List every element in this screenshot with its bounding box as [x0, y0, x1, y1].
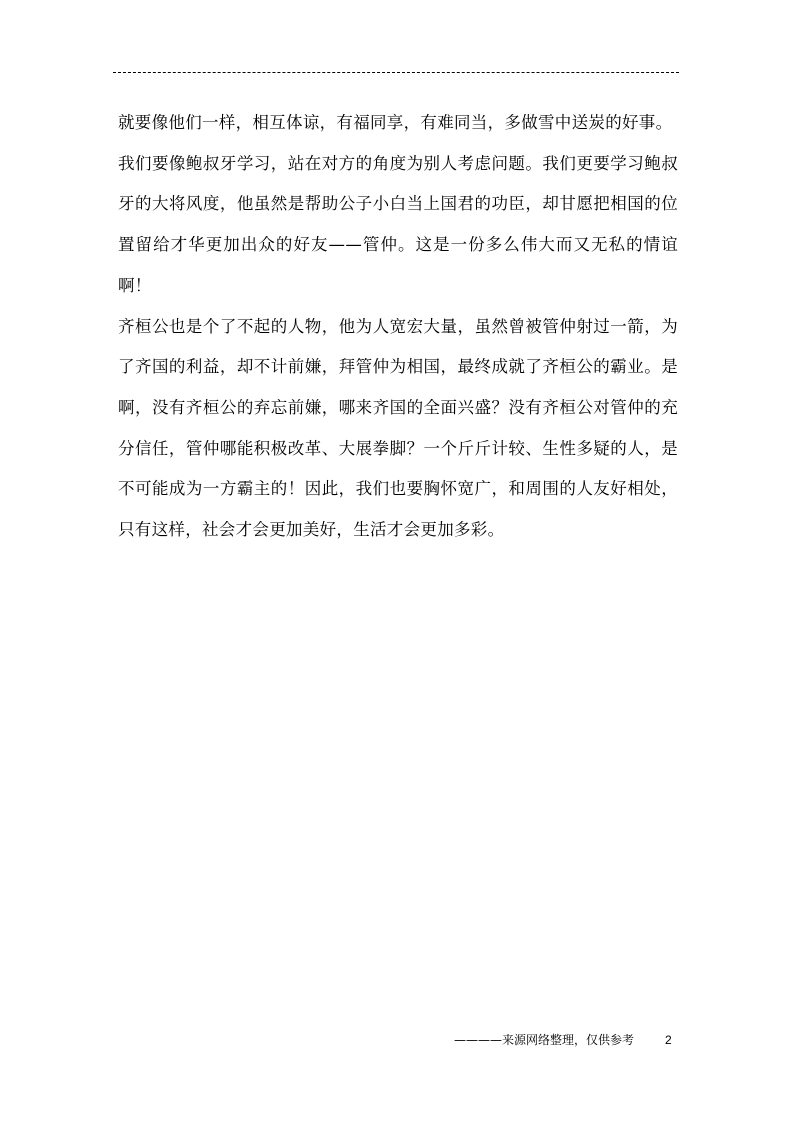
page-number: 2	[665, 1033, 672, 1047]
page-footer	[440, 1031, 680, 1049]
paragraph: 就要像他们一样，相互体谅，有福同享，有难同当，多做雪中送炭的好事。	[118, 113, 673, 132]
paragraph: 齐桓公也是个了不起的人物，他为人宽宏大量，虽然曾被管仲射过一箭，为了齐国的利益，却不计前嫌，拜管仲为相国，最终成就了齐桓公的霸业。是啊，没有齐桓公的弃忘前嫌，哪来齐国的全面兴盛？没有齐桓公对管仲的充分信任，管仲哪能积极改革、大展拳脚？一个斤斤计较、生性多疑的人，是不可能成为一方霸主的！因此，我们也要胸怀宽广，和周围的人友好相处，只有这样，社会才会更加美好，生活才会更加多彩。	[118, 316, 678, 540]
paragraph: 我们要像鲍叔牙学习，站在对方的角度为别人考虑问题。我们更要学习鲍叔牙的大将风度，他虽然是帮助公子小白当上国君的功臣，却甘愿把相国的位置留给才华更加出众的好友——管仲。这是一份多么伟大而又无私的情谊啊！	[118, 153, 678, 295]
header-dashed-rule	[113, 72, 679, 73]
document-body	[118, 103, 678, 551]
footer-source-note: ————来源网络整理，仅供参考	[454, 1033, 635, 1047]
